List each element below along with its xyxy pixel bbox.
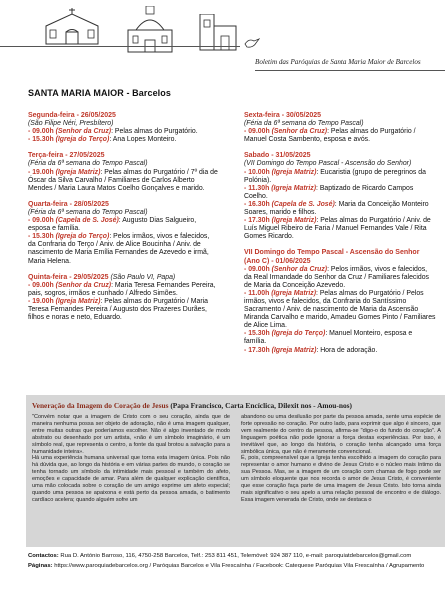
mass-church: (Igreja Matriz)	[55, 297, 101, 305]
mass-item	[244, 347, 436, 355]
schedule-left-column	[28, 112, 218, 330]
day-entry	[28, 201, 218, 266]
mass-time: - 17.30h	[244, 217, 272, 225]
veneration-box	[26, 395, 445, 547]
mass-intention: : Manuel Monteiro, esposa e família.	[244, 330, 413, 346]
mass-intention: : Eucaristia (grupo de peregrinos da Polónia).	[244, 168, 426, 184]
veneration-title	[32, 401, 352, 410]
mass-intention: : Pelas almas do Purgatório.	[111, 128, 198, 136]
mass-item	[28, 282, 218, 298]
mass-item	[244, 128, 436, 144]
mass-time: - 10.00h	[244, 168, 272, 176]
mass-item	[244, 201, 436, 217]
mass-intention: : Maria da Conceição Monteiro Soares, marido e filhos.	[244, 200, 429, 217]
mass-church: (Senhor da Cruz)	[55, 281, 112, 289]
mass-item	[244, 169, 436, 185]
day-line	[28, 152, 218, 160]
mass-church: (Igreja Matriz)	[271, 168, 317, 176]
mass-item	[28, 298, 218, 322]
mass-time: - 15.30h	[244, 330, 272, 338]
liturgical-note: (São Paulo VI, Papa)	[110, 273, 176, 281]
mass-intention: : Hora de adoração.	[316, 346, 378, 354]
mass-intention: : Ana Lopes Monteiro.	[109, 136, 177, 144]
mass-church: (Senhor da Cruz)	[55, 128, 112, 136]
mass-church: (Senhor da Cruz)	[271, 265, 328, 273]
mass-time: - 09.00h	[28, 217, 56, 225]
mass-item	[28, 136, 218, 144]
mass-intention: : Pelas almas do Purgatório / Aniv. de Luís Miguel Ribeiro de Faria / Manuel Fernandes Vale / Rita Gomes Ricardo.	[244, 217, 431, 241]
veneration-text-right	[241, 414, 441, 504]
mass-time: - 09.00h	[28, 128, 56, 136]
veneration-heading: Veneração da Imagem do Coração de Jesus	[32, 401, 169, 410]
footer-contacts	[28, 553, 411, 559]
mass-time: - 09.00h	[244, 128, 272, 136]
veneration-paragraph: abandono ou uma desilusão por parte da pessoa amada, sente uma espécie de forte opressão no coração. Por outro lado, para exprimir que algo é sincero, que vem realmente do centro da pessoa, afirma-se "digo-o do fundo do coração". A linguagem poética não pode ignorar a força destas experiências. Por isso, é inevitável que, ao longo da história, o coração tenha alcançado uma força simbólica única, que não é meramente convencional.	[241, 414, 441, 455]
contacts-text: Rua D. António Barroso, 116, 4750-258 Barcelos, Telf.: 253 811 451, Telemóvel: 924 387 110, e-mail: paroquiatdebarcelos@gmail.com	[58, 553, 412, 559]
mass-item	[244, 290, 436, 330]
mass-item	[28, 128, 218, 136]
mass-item	[244, 266, 436, 290]
liturgical-note: (Féria da 6ª semana do Tempo Pascal)	[28, 160, 148, 168]
mass-church: (Igreja do Terço)	[271, 330, 326, 338]
veneration-source: (Papa Francisco, Carta Encíclica, Dilexit nos - Amou-nos)	[170, 401, 352, 410]
day-line	[244, 249, 436, 265]
mass-intention: : Pelas almas do Purgatório / 7º dia de Óscar da Silva Carvalho / Familiares de Carlos Alberto Mendes / Maria Laura Matos Coelho Gonçalves e marido.	[28, 168, 218, 192]
day-entry	[244, 249, 436, 354]
mass-time: - 11.30h	[244, 184, 272, 192]
pages-text: https://www.paroquiadebarcelos.org / Paróquias Barcelos e Vila Frescaínha / Facebook: Catequese Paróquias Vila Frescaínha / Agrupamento	[52, 563, 425, 569]
mass-time: - 16.30h	[244, 200, 272, 208]
mass-item	[28, 169, 218, 193]
mass-intention: : Augusto Dias Salgueiro, esposa e família.	[28, 217, 197, 233]
liturgical-note: (São Filipe Néri, Presbítero)	[28, 120, 114, 128]
pages-label: Páginas:	[28, 563, 53, 569]
mass-intention: : Pelas almas do Purgatório / Manuel Costa Sambento, esposa e avós.	[244, 128, 416, 144]
mass-time: - 09.00h	[244, 265, 272, 273]
mass-time: - 15.30h	[28, 233, 56, 241]
mass-church: (Igreja do Terço)	[55, 233, 110, 241]
church-drawing-1	[42, 8, 102, 46]
mass-church: (Igreja Matriz)	[271, 217, 317, 225]
mass-intention: : Pelos irmãos, vivos e falecidos, da Confraria do Terço / Aniv. de Alice Boucinha / Aniv. de nascimento de Maria Emília Fernandes de Azevedo e irmã, Maria Helena.	[28, 233, 210, 265]
mass-intention: : Maria Teresa Fernandes Pereira, pais, sogros, irmãos e cunhado / Alfredo Simões.	[28, 281, 216, 297]
contacts-label: Contactos:	[28, 553, 59, 559]
day-heading: Quinta-feira - 29/05/2025	[28, 273, 109, 281]
mass-item	[244, 217, 436, 241]
mass-item	[28, 217, 218, 233]
day-heading: Sexta-feira - 30/05/2025	[244, 112, 322, 119]
day-entry	[28, 112, 218, 144]
mass-church: (Senhor da Cruz)	[271, 128, 328, 136]
liturgical-note: (Féria da 6ª semana do Tempo Pascal)	[28, 208, 148, 216]
veneration-text-left	[32, 414, 230, 504]
mass-intention: : Pelas almas do Purgatório / Pelos irmãos, vivos e falecidos, da Confraria do Santíssimo Sacramento / Aniv. de nascimento de Maria da Ascensão Miranda Carvalho e marido, Amadeu Gomes Pinto / Familiares de Alice Lima.	[244, 289, 436, 330]
mass-church: (Igreja do Terço)	[55, 136, 110, 144]
day-entry	[28, 152, 218, 192]
mass-time: - 11.00h	[244, 289, 272, 297]
mass-time: - 17.30h	[244, 346, 272, 354]
mass-church: (Igreja Matriz)	[271, 184, 316, 192]
veneration-paragraph: É, pois, compreensível que a Igreja tenha escolhido a imagem do coração para representar o amor humano e divino de Jesus Cristo e o núcleo mais íntimo da sua Pessoa. Mas, se a imagem de um coração com chamas de fogo pode ser um símbolo eloquente que nos recorda o amor de Jesus Cristo, é conveniente que esse coração faça parte de uma imagem de Jesus Cristo. Isto torna ainda mais significativo o seu apelo a uma relação pessoal de encontro e de diálogo. Essa imagem venerada de Cristo, onde se destaca o	[241, 455, 441, 503]
liturgical-note: (VII Domingo do Tempo Pascal - Ascensão do Senhor)	[244, 160, 412, 168]
mass-item	[244, 185, 436, 201]
liturgical-note: (Féria da 6ª semana do Tempo Pascal)	[244, 120, 364, 128]
mass-item	[28, 233, 218, 265]
mass-intention: : Baptizado de Ricardo Campos Coelho.	[244, 184, 414, 200]
veneration-paragraph: "Convém notar que a imagem de Cristo com o seu coração, ainda que de maneira nenhuma possa ser objeto de adoração, não é uma imagem qualquer, entre muitas outras que poderíamos escolher. Não é algo inventado de modo abstrato ou desenhado por um artista, «não é um símbolo imaginário, é um símbolo real, que representa o centro, a fonte da qual brotou a salvação para a humanidade inteira».	[32, 414, 230, 455]
mass-time: - 09.00h	[28, 281, 56, 289]
day-line	[244, 152, 436, 160]
day-line	[28, 201, 218, 209]
day-heading: Quarta-feira - 28/05/2025	[28, 200, 109, 208]
veneration-paragraph: Há uma experiência humana universal que torna esta imagem única. Pois não há dúvida que, ao longo da história e em várias partes do mundo, o coração se tenha tornado um símbolo da intimidade mais pessoal e também do afeto, emoções e capacidade de amar. Para além de qualquer explicação científica, uma mão colocada sobre o coração de um amigo exprime um afeto especial; quando uma pessoa se apaixona e está perto da pessoa amada, o batimento cardíaco acelera; quando alguém sofre um	[32, 455, 230, 503]
parish-title: SANTA MARIA MAIOR - Barcelos	[28, 88, 171, 98]
mass-church: (Capela de S. José)	[55, 217, 119, 225]
day-line	[28, 274, 218, 282]
day-heading: Terça-feira - 27/05/2025	[28, 152, 105, 160]
day-heading: VII Domingo do Tempo Pascal - Ascensão do Senhor (Ano C) - 01/06/2025	[244, 249, 420, 265]
schedule-right-column	[244, 112, 436, 363]
mass-time: - 15.30h	[28, 136, 56, 144]
mass-church: (Igreja Matriz)	[55, 168, 101, 176]
day-line	[244, 112, 436, 120]
day-entry	[244, 152, 436, 241]
bulletin-header	[0, 0, 445, 80]
mass-intention: : Pelas almas do Purgatório / Maria Teresa Fernandes Pereira / Augusto dos Prazeres Durães, filhos e noras e neto, Eduardo.	[28, 297, 208, 322]
day-entry	[244, 112, 436, 144]
day-line	[28, 112, 218, 120]
bulletin-title: Boletim das Paróquias de Santa Maria Maior de Barcelos	[255, 58, 421, 66]
mass-church: (Capela de S. José)	[271, 200, 335, 208]
mass-time: - 19.00h	[28, 168, 56, 176]
header-line-left	[0, 46, 240, 47]
mass-time: - 19.00h	[28, 297, 56, 305]
day-heading: Sabado - 31/05/2025	[244, 152, 311, 160]
day-entry	[28, 274, 218, 323]
mass-intention: : Pelos irmãos, vivos e falecidos, da Real Irmandade do Senhor da Cruz / Familiares falecidos de Maria da Conceição Azevedo.	[244, 265, 429, 289]
mass-church: (Igreja Matriz)	[271, 289, 316, 297]
footer-pages	[28, 563, 424, 569]
header-line-right	[255, 70, 445, 71]
day-heading: Segunda-feira - 26/05/2025	[28, 112, 116, 119]
dove-icon	[244, 36, 260, 50]
mass-church: (Igreja Matriz)	[271, 346, 317, 354]
mass-item	[244, 330, 436, 346]
